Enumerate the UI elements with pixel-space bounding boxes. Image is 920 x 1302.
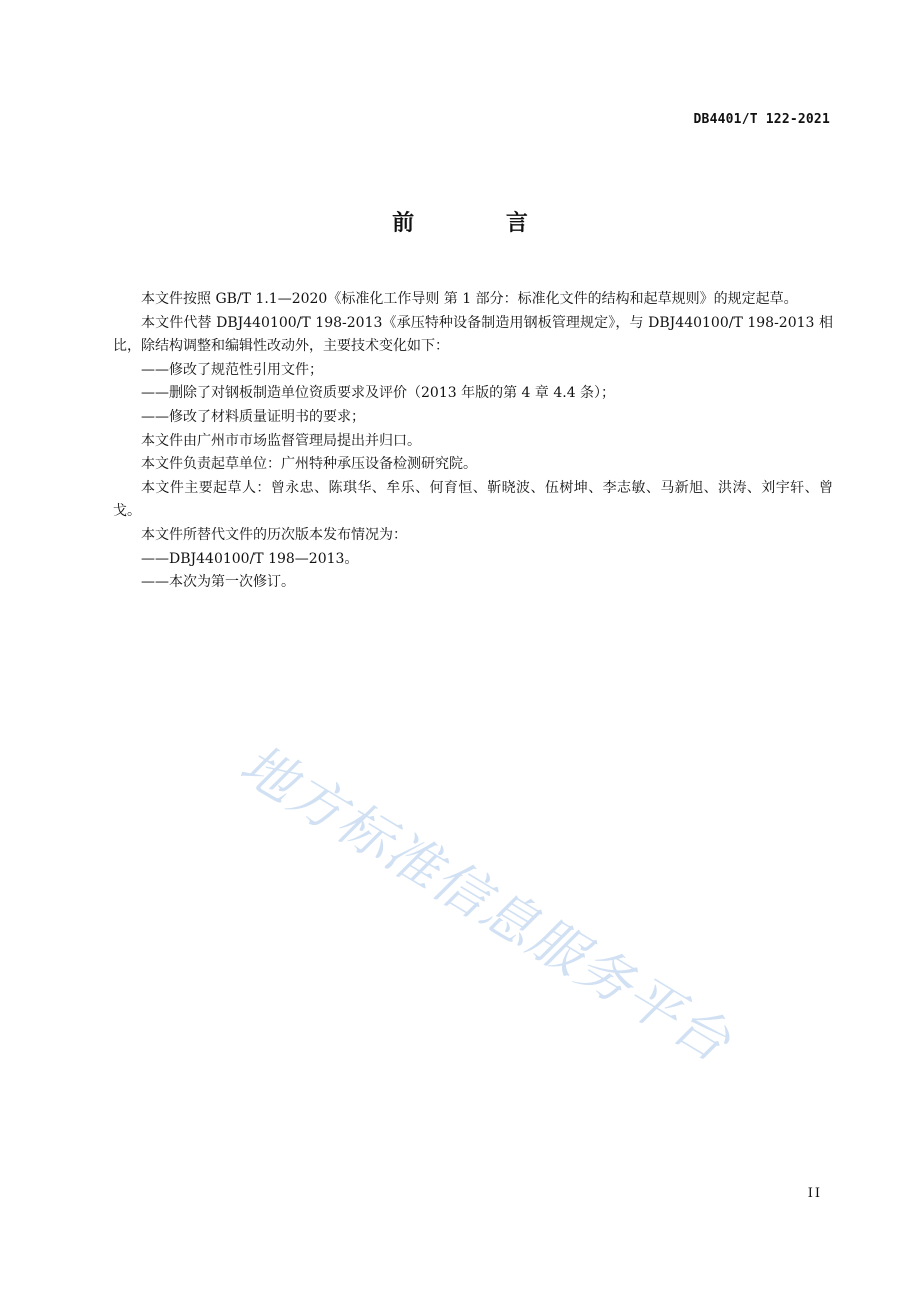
list-item-history-2: ——本次为第一次修订。 — [141, 574, 295, 591]
list-item-history-1: ——DBJ440100/T 198—2013。 — [141, 550, 359, 567]
list-item-change-2: ——删除了对钢板制造单位资质要求及评价（2013 年版的第 4 章 4.4 条）； — [141, 385, 616, 402]
paragraph-drafters: 本文件主要起草人：曾永忠、陈琪华、牟乐、何育恒、靳晓波、伍树坤、李志敏、马新旭、洪涛、刘宇轩、曾戈。 — [113, 479, 833, 520]
paragraph-drafting-basis: 本文件按照 GB/T 1.1—2020《标准化工作导则 第 1 部分：标准化文件的结构和起草规则》的规定起草。 — [141, 291, 798, 307]
list-item-change-1: ——修改了规范性引用文件； — [141, 361, 323, 378]
page-title: 前 言 — [392, 211, 570, 236]
watermark: 地方标准信息服务平台 — [229, 732, 743, 1075]
page-number: II — [807, 1186, 822, 1201]
paragraph-history: 本文件所替代文件的历次版本发布情况为： — [141, 526, 407, 543]
document-body — [113, 288, 833, 595]
paragraph-drafting-unit: 本文件负责起草单位：广州特种承压设备检测研究院。 — [141, 456, 477, 473]
paragraph-replacement: 本文件代替 DBJ440100/T 198-2013《承压特种设备制造用钢板管理规定》，与 DBJ440100/T 198-2013 相比，除结构调整和编辑性改动外，主要技术变化如下： — [113, 314, 833, 355]
paragraph-proposer: 本文件由广州市市场监督管理局提出并归口。 — [141, 432, 421, 449]
standard-code: DB4401/T 122-2021 — [693, 112, 830, 127]
list-item-change-3: ——修改了材料质量证明书的要求； — [141, 408, 365, 425]
